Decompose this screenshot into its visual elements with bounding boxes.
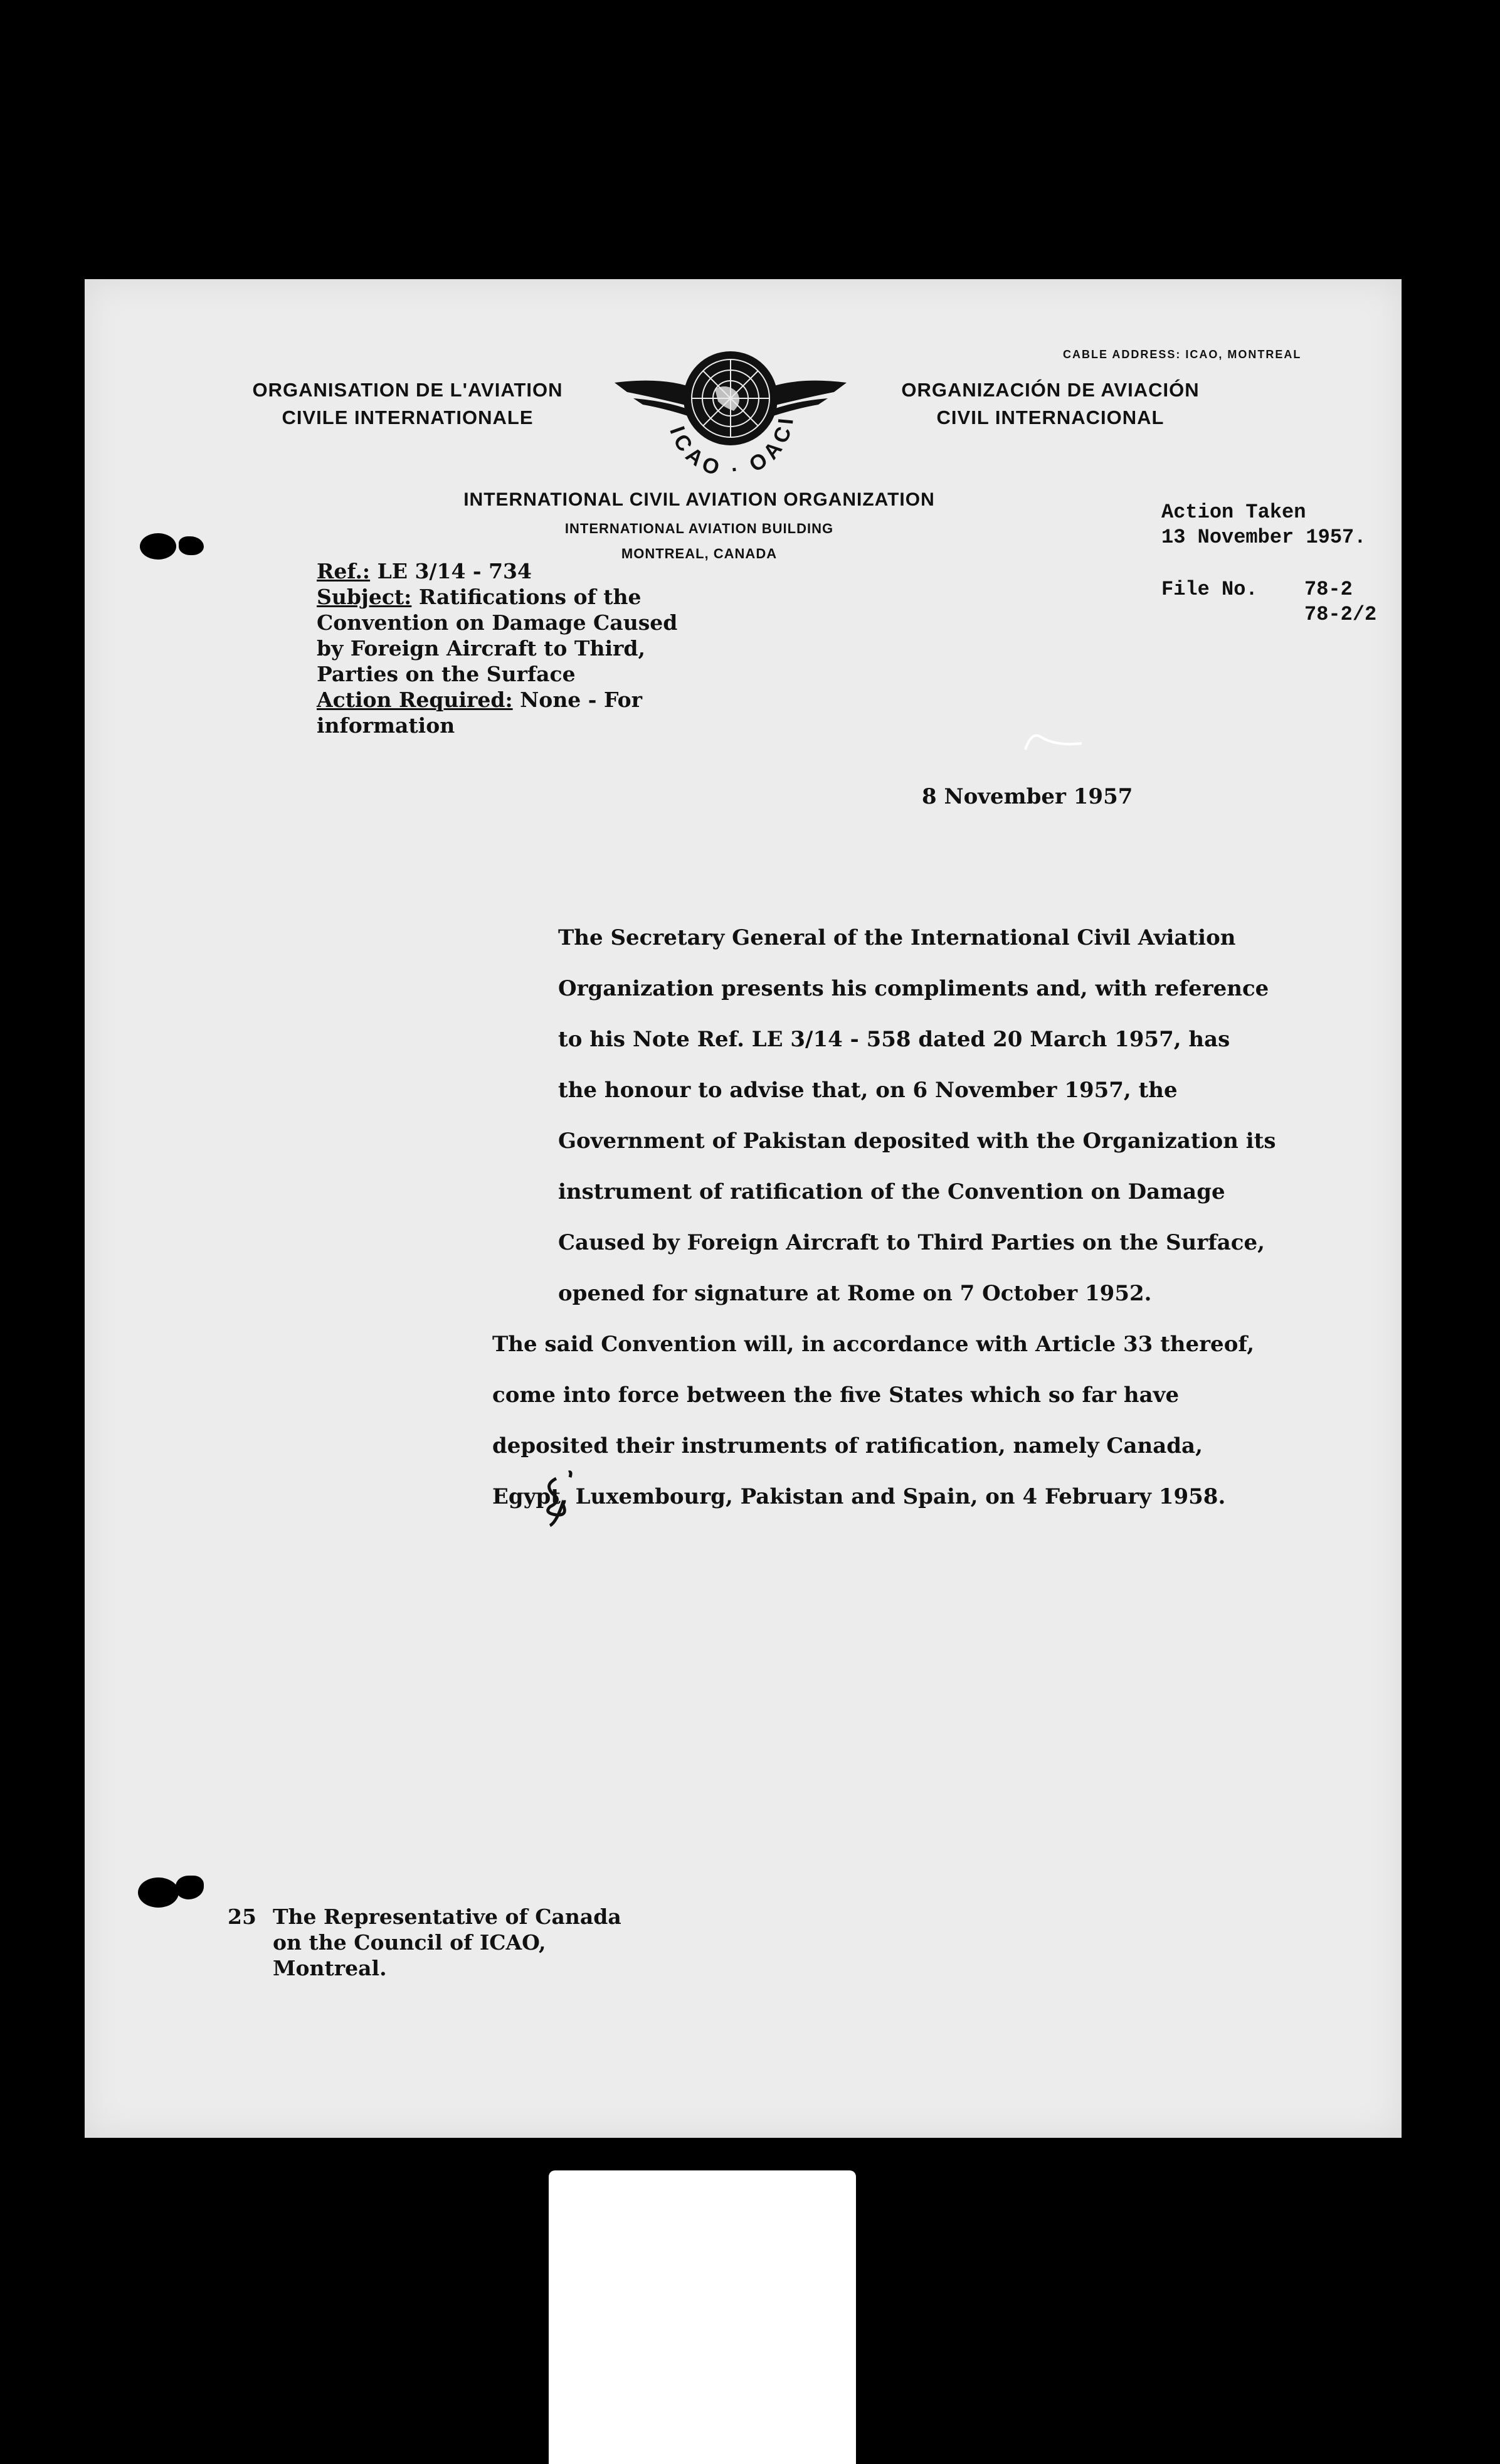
file-no-value-1: 78-2 [1304, 578, 1353, 601]
subject-line-2: Convention on Damage Caused [317, 610, 678, 635]
org-name-spanish [887, 376, 1213, 432]
punch-hole-bottom-fragment [176, 1876, 204, 1899]
file-no-values [1304, 577, 1376, 627]
org-name-french [251, 376, 564, 432]
reference-block [317, 558, 677, 738]
org-french-line1: ORGANISATION DE L'AVIATION [252, 379, 563, 401]
action-required-value: None - For [520, 688, 642, 712]
addressee-line-1: The Representative of Canada [273, 1904, 621, 1929]
file-no-label: File No. [1161, 578, 1258, 601]
addressee-line-2: on the Council of ICAO, [273, 1930, 546, 1955]
blank-label-area [549, 2170, 856, 2464]
addressee-line-3: Montreal. [273, 1956, 387, 1980]
action-taken-stamp [1161, 500, 1366, 550]
subject-line-1: Ratifications of the [418, 585, 642, 609]
addressee-block [228, 1904, 621, 1981]
cable-address: CABLE ADDRESS: ICAO, MONTREAL [1063, 348, 1302, 361]
emblem-text: ICAO · OACI [665, 412, 799, 482]
icao-emblem-icon [608, 339, 853, 483]
letter-paragraph-2: The said Convention will, in accordance with Article 33 thereof, come into force between the five States which so far have deposited their instruments of ratification, namely Canada, Egypt, Luxembourg, Pakistan and Spain, on 4 February 1958. [492, 1332, 1255, 1509]
punch-hole-bottom [138, 1877, 179, 1908]
org-name-english: INTERNATIONAL CIVIL AVIATION ORGANIZATION [463, 489, 935, 510]
letter-body [317, 913, 1276, 1522]
org-french-line2: CIVILE INTERNATIONALE [282, 406, 534, 428]
punch-hole-top [140, 533, 176, 560]
file-no-value-2: 78-2/2 [1304, 603, 1377, 626]
addressee-number: 25 [228, 1904, 256, 1929]
action-required-value-2: information [317, 713, 455, 738]
org-building: INTERNATIONAL AVIATION BUILDING [564, 521, 834, 536]
ref-value: LE 3/14 - 734 [377, 559, 532, 583]
ref-label: Ref.: [317, 559, 371, 583]
letter-paragraph-1: The Secretary General of the International Civil Aviation Organization presents his compliments and, with reference to his Note Ref. LE 3/14 - 558 dated 20 March 1957, has the honour to advise that, on 6 November 1957, the Government of Pakistan deposited with the Organization its instrument of ratification of the Convention on Damage Caused by Foreign Aircraft to Third Parties on the Surface, opened for signature at Rome on 7 October 1952. [558, 925, 1276, 1306]
action-taken-label: Action Taken [1161, 501, 1306, 524]
subject-line-4: Parties on the Surface [317, 662, 576, 686]
org-spanish-line2: CIVIL INTERNACIONAL [936, 406, 1165, 428]
action-required-label: Action Required: [317, 688, 513, 712]
pencil-mark [1013, 718, 1107, 756]
org-spanish-line1: ORGANIZACIÓN DE AVIACIÓN [901, 379, 1200, 401]
subject-label: Subject: [317, 585, 412, 609]
document-page [85, 279, 1402, 2138]
initials-signature [537, 1466, 588, 1529]
letter-date: 8 November 1957 [922, 784, 1133, 809]
org-city: MONTREAL, CANADA [621, 546, 778, 561]
punch-hole-top-fragment [179, 536, 204, 555]
subject-line-3: by Foreign Aircraft to Third, [317, 636, 645, 661]
action-taken-date: 13 November 1957. [1161, 526, 1366, 549]
